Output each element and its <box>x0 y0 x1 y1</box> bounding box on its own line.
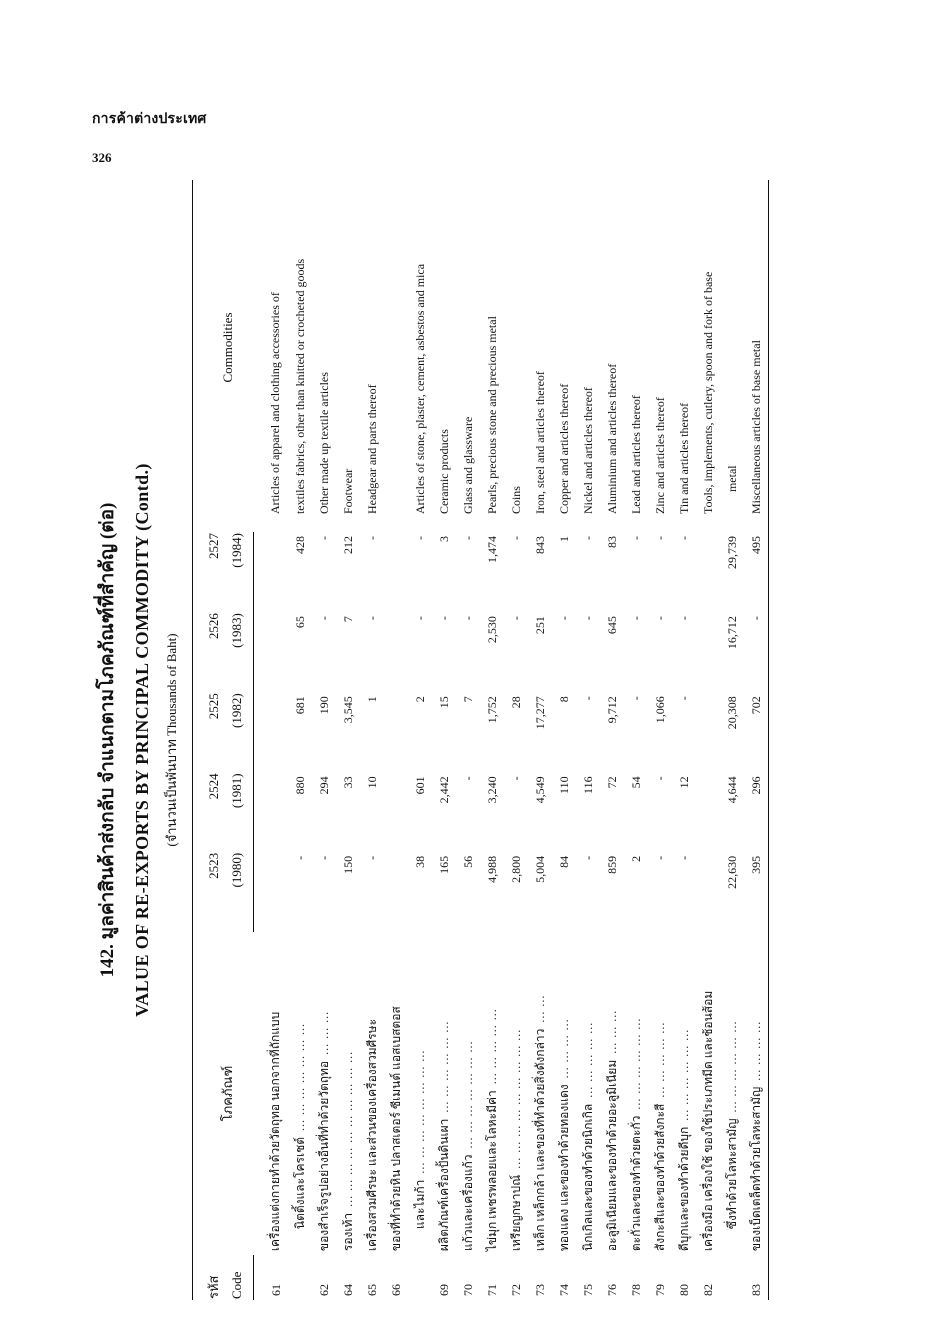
row-value-2526: - <box>460 616 475 621</box>
row-commodity-thai: และไมก้า <box>412 1179 427 1230</box>
row-value-2525: 190 <box>316 696 331 715</box>
row-commodity-english: Tin and articles thereof <box>676 402 691 515</box>
row-commodity-thai: ดีบุกและของทำด้วยดีบุก <box>676 1126 691 1252</box>
row-code: 70 <box>460 1284 475 1296</box>
row-commodity-english-cell <box>456 180 480 532</box>
row-commodity-english-cell <box>624 180 648 532</box>
table-row <box>288 180 312 1300</box>
row-value-2525: 2 <box>412 696 427 703</box>
row-commodity-english-cell <box>432 180 456 532</box>
unit-note: (จำนวนเป็นพันบาท Thousands of Baht) <box>164 633 179 847</box>
row-commodity-english: Aluminium and articles thereof <box>604 363 619 515</box>
row-value-2526: 645 <box>604 616 619 635</box>
row-value-2526: 7 <box>340 616 355 623</box>
commodity-header-thai: โภคภัณฑ์ <box>193 932 254 1255</box>
row-value-2525: 681 <box>292 696 307 715</box>
row-commodity-thai: เหล็ก เหล็กกล้า และของที่ทำด้วยสิ่งดังกล่าว <box>532 1028 547 1252</box>
row-commodity-english-cell <box>696 180 720 532</box>
table-row <box>600 180 624 1300</box>
row-value-2526: 16,712 <box>724 616 739 650</box>
row-commodity-thai: ผลิตภัณฑ์เครื่องปั้นดินเผา <box>436 1118 451 1252</box>
row-commodity-english: Articles of stone, plaster, cement, asbestos and mica <box>412 263 427 515</box>
year-header-0: 2523 <box>193 852 226 932</box>
row-value-2524: 601 <box>412 776 427 795</box>
commodity-header-english: Commodities <box>193 180 254 532</box>
row-value-2524: 880 <box>292 776 307 795</box>
row-commodity-english-cell <box>312 180 336 532</box>
row-commodity-thai: ทองแดง และของทำด้วยทองแดง <box>556 1084 571 1252</box>
row-value-2524: 2,442 <box>436 776 451 804</box>
row-commodity-thai-cell <box>312 932 336 1255</box>
row-commodity-english-cell <box>408 180 432 532</box>
row-value-2525: 28 <box>508 696 523 709</box>
row-commodity-thai: อะลูมิเนียมและของทำด้วยอะลูมิเนียม <box>604 1059 619 1252</box>
rotated-table-page <box>90 180 850 1300</box>
code-header-english: Code <box>225 1255 254 1300</box>
table-row <box>336 180 360 1300</box>
row-value-2525: 9,712 <box>604 696 619 724</box>
row-commodity-thai: แก้วและเครื่องแก้ว <box>460 1154 475 1252</box>
row-code <box>720 1255 744 1300</box>
row-value-2523 <box>254 852 289 932</box>
table-titles <box>90 180 182 1300</box>
row-commodity-thai-cell <box>744 932 769 1255</box>
row-value-2524 <box>384 772 408 851</box>
row-value-2526: - <box>316 616 331 621</box>
row-commodity-thai-cell <box>576 932 600 1255</box>
row-value-2527: 3 <box>436 536 451 543</box>
row-commodity-thai-cell <box>480 932 504 1255</box>
row-commodity-thai-cell <box>528 932 552 1255</box>
row-code: 61 <box>268 1284 283 1296</box>
table-row <box>672 180 696 1300</box>
row-leader-dots: ... ... ... ... ... <box>652 1021 667 1098</box>
row-commodity-english: Ceramic products <box>436 429 451 515</box>
row-value-2524: 294 <box>316 776 331 795</box>
row-commodity-english-cell <box>336 180 360 532</box>
row-commodity-english: Footwear <box>340 468 355 515</box>
row-value-2524: 110 <box>556 776 571 794</box>
row-value-2525 <box>384 692 408 772</box>
row-value-2524: 296 <box>744 772 769 851</box>
row-commodity-thai-cell <box>696 932 720 1255</box>
row-value-2527: - <box>460 536 475 541</box>
row-code: 78 <box>628 1284 643 1296</box>
row-commodity-thai: ของสำเร็จรูปอย่างอื่นที่ทำด้วยวัตถุทอ <box>316 1060 331 1252</box>
row-commodity-english: Iron, steel and articles thereof <box>532 371 547 515</box>
row-value-2524 <box>254 772 289 851</box>
row-value-2524: 12 <box>676 776 691 789</box>
row-code: 80 <box>676 1284 691 1296</box>
row-code: 73 <box>532 1284 547 1296</box>
row-value-2526: 2,530 <box>484 616 499 644</box>
row-value-2524: 4,644 <box>724 776 739 804</box>
row-leader-dots: ... ... ... ... ... <box>484 1008 499 1085</box>
row-value-2525: - <box>580 696 595 701</box>
row-commodity-thai: นิตติ้งและโครเชต์ <box>292 1136 307 1230</box>
row-code: 66 <box>388 1284 403 1296</box>
row-value-2523: 22,630 <box>724 855 739 889</box>
row-value-2523: - <box>652 855 667 860</box>
row-value-2524: - <box>460 776 475 781</box>
row-commodity-thai-cell <box>600 932 624 1255</box>
row-value-2525: 17,277 <box>532 696 547 730</box>
row-commodity-thai-cell <box>432 932 456 1255</box>
row-commodity-english-cell <box>744 180 769 532</box>
row-value-2527: 428 <box>292 536 307 555</box>
reexports-table <box>192 180 769 1300</box>
row-value-2527: - <box>580 536 595 541</box>
row-commodity-english: metal <box>724 465 739 493</box>
row-value-2523: 38 <box>412 855 427 868</box>
row-commodity-english: Copper and articles thereof <box>556 383 571 515</box>
row-commodity-english-cell <box>576 180 600 532</box>
row-code: 72 <box>508 1284 523 1296</box>
row-code: 65 <box>364 1284 379 1296</box>
row-value-2525: 7 <box>460 696 475 703</box>
row-code <box>408 1255 432 1300</box>
table-row <box>408 180 432 1300</box>
row-commodity-thai-cell <box>648 932 672 1255</box>
row-code: 79 <box>652 1284 667 1296</box>
table-row <box>254 180 289 1300</box>
row-value-2523: - <box>676 855 691 860</box>
row-commodity-english-cell <box>360 180 384 532</box>
title-thai: 142. มูลค่าสินค้าส่งกลับ จำแนกตามโภคภัณฑ์ที่สำคัญ (ต่อ) <box>97 502 118 978</box>
row-value-2527: 1,474 <box>484 536 499 564</box>
table-row <box>504 180 528 1300</box>
code-header-thai: รหัส <box>193 1255 226 1300</box>
row-commodity-english-cell <box>552 180 576 532</box>
table-row <box>624 180 648 1300</box>
row-leader-dots: ... ... ... ... ... ... ... <box>292 1022 307 1131</box>
table-row <box>528 180 552 1300</box>
row-value-2523: 5,004 <box>532 855 547 883</box>
row-commodity-english: Pearls, precious stone and precious metal <box>484 316 499 515</box>
row-code: 76 <box>604 1284 619 1296</box>
row-value-2525: 1,066 <box>652 696 667 724</box>
row-value-2525: 3,545 <box>340 696 355 724</box>
year-header-4: 2527 <box>193 532 226 612</box>
row-leader-dots: ... ... ... ... ... ... <box>676 1028 691 1121</box>
row-code: 74 <box>556 1284 571 1296</box>
year-en-1: (1981) <box>225 772 254 851</box>
row-code: 64 <box>340 1284 355 1296</box>
row-value-2527: - <box>652 536 667 541</box>
row-commodity-thai: เครื่องแต่งกายทำด้วยวัตถุทอ นอกจากที่ถักแบบ <box>268 1011 283 1252</box>
row-value-2526: - <box>744 612 769 692</box>
row-leader-dots: ... ... ... ... ... ... ... ... ... ... <box>340 1050 355 1207</box>
row-value-2524: 4,549 <box>532 776 547 804</box>
row-value-2527: - <box>412 536 427 541</box>
table-body <box>254 180 769 1300</box>
title-english: VALUE OF RE-EXPORTS BY PRINCIPAL COMMODITY (Contd.) <box>132 463 152 1017</box>
row-commodity-english-cell <box>600 180 624 532</box>
row-commodity-thai: ไข่มุก เพชรพลอยและโลหะมีค่า <box>484 1090 499 1252</box>
row-value-2526: - <box>556 616 571 621</box>
table-row <box>312 180 336 1300</box>
row-leader-dots: ... ... ... ... ... <box>580 1021 595 1098</box>
row-value-2523: - <box>364 855 379 860</box>
row-value-2523: 56 <box>460 855 475 868</box>
row-value-2525: 702 <box>744 692 769 772</box>
row-commodity-english: Zinc and articles thereof <box>652 397 667 515</box>
row-value-2527: 1 <box>556 536 571 543</box>
row-value-2526: - <box>676 616 691 621</box>
row-commodity-thai-cell <box>672 932 696 1255</box>
row-commodity-thai: ของเบ็ดเตล็ดทำด้วยโลหะสามัญ <box>748 1086 763 1252</box>
row-value-2524: 3,240 <box>484 776 499 804</box>
row-value-2527 <box>696 532 720 612</box>
row-commodity-thai: รองเท้า <box>340 1212 355 1252</box>
row-leader-dots: ... ... ... ... <box>556 1018 571 1079</box>
row-commodity-thai-cell <box>552 932 576 1255</box>
row-value-2523: - <box>580 855 595 860</box>
row-commodity-english-cell <box>504 180 528 532</box>
row-leader-dots: ... ... ... ... ... ... ... ... <box>412 1049 427 1174</box>
row-commodity-english: Nickel and articles thereof <box>580 387 595 515</box>
row-value-2524: 10 <box>364 776 379 789</box>
row-value-2527: 83 <box>604 536 619 549</box>
row-value-2526 <box>384 612 408 692</box>
row-commodity-thai-cell <box>624 932 648 1255</box>
row-value-2527: 212 <box>340 536 355 555</box>
row-value-2525: - <box>676 696 691 701</box>
row-commodity-english: Glass and glassware <box>460 416 475 515</box>
page-header <box>92 108 207 166</box>
row-value-2526: - <box>412 616 427 621</box>
row-commodity-english-cell <box>288 180 312 532</box>
row-value-2525: 8 <box>556 696 571 703</box>
row-commodity-english: Other made up textile articles <box>316 372 331 515</box>
year-en-2: (1982) <box>225 692 254 772</box>
year-en-4: (1984) <box>225 532 254 612</box>
table-row <box>744 180 769 1300</box>
table-row <box>432 180 456 1300</box>
row-commodity-english-cell <box>254 180 289 532</box>
row-value-2527: - <box>508 536 523 541</box>
row-commodity-thai-cell <box>360 932 384 1255</box>
row-commodity-thai-cell <box>408 932 432 1255</box>
row-commodity-thai-cell <box>504 932 528 1255</box>
row-value-2524: - <box>652 776 667 781</box>
row-code: 75 <box>580 1284 595 1296</box>
row-leader-dots: ... ... ... ... ... ... <box>628 1017 643 1110</box>
table-row <box>696 180 720 1300</box>
row-commodity-thai: ตะกั่วและของทำด้วยตะกั่ว <box>628 1115 643 1252</box>
row-leader-dots: ... ... ... ... <box>748 1020 763 1081</box>
row-value-2527 <box>384 532 408 612</box>
row-value-2527: - <box>364 536 379 541</box>
year-header-1: 2524 <box>193 772 226 851</box>
row-code: 62 <box>316 1284 331 1296</box>
row-value-2526: - <box>508 616 523 621</box>
row-value-2523: 2,800 <box>508 855 523 883</box>
row-value-2523: 4,988 <box>484 855 499 883</box>
row-commodity-thai: ซึ่งทำด้วยโลหะสามัญ <box>724 1118 739 1230</box>
row-value-2527: 29,739 <box>724 536 739 570</box>
row-leader-dots: ... ... ... ... ... ... <box>724 1020 739 1113</box>
row-value-2524: 33 <box>340 776 355 789</box>
row-value-2526: - <box>364 616 379 621</box>
row-value-2525: 1,752 <box>484 696 499 724</box>
row-commodity-thai: เครื่องมือ เครื่องใช้ ของใช้ประเภทมีด และช้อนส้อม <box>700 990 715 1252</box>
row-value-2523: 150 <box>340 855 355 874</box>
row-value-2523: 2 <box>628 855 643 862</box>
row-commodity-english-cell <box>528 180 552 532</box>
row-leader-dots: ... ... ... ... ... ... <box>436 1020 451 1113</box>
row-commodity-english: Tools, implements, cutlery, spoon and fork of base <box>700 271 715 515</box>
row-value-2525: - <box>628 696 643 701</box>
year-en-3: (1983) <box>225 612 254 692</box>
row-value-2523 <box>696 852 720 932</box>
table-row <box>648 180 672 1300</box>
row-commodity-english-cell <box>672 180 696 532</box>
row-value-2525 <box>254 692 289 772</box>
table-row <box>360 180 384 1300</box>
row-code: 82 <box>700 1284 715 1296</box>
row-value-2524 <box>696 772 720 851</box>
section-title: การค้าต่างประเทศ <box>92 112 207 127</box>
row-commodity-thai: เหรียญกษาปณ์ <box>508 1174 523 1252</box>
row-commodity-english: Headgear and parts thereof <box>364 384 379 515</box>
row-commodity-thai-cell <box>254 932 289 1255</box>
table-row <box>552 180 576 1300</box>
year-en-0: (1980) <box>225 852 254 932</box>
row-value-2526: 65 <box>292 616 307 629</box>
row-leader-dots: ... ... ... ... ... ... ... ... ... <box>508 1028 523 1169</box>
row-commodity-thai: ของที่ทำด้วยหิน ปลาสเตอร์ ซีเมนต์ แอสเบสตอส <box>388 1006 403 1252</box>
row-value-2523 <box>384 852 408 932</box>
row-value-2523: 859 <box>604 855 619 874</box>
row-value-2526: - <box>652 616 667 621</box>
row-commodity-thai-cell <box>384 932 408 1255</box>
row-leader-dots: ... ... ... <box>604 1009 619 1054</box>
row-value-2527: - <box>628 536 643 541</box>
table-row <box>480 180 504 1300</box>
page-number: 326 <box>92 150 112 165</box>
row-value-2524: 116 <box>580 776 595 794</box>
row-value-2523: 395 <box>744 852 769 932</box>
table-row <box>384 180 408 1300</box>
row-code: 69 <box>436 1284 451 1296</box>
row-commodity-thai: นิกเกิลและของทำด้วยนิกเกิล <box>580 1103 595 1252</box>
row-commodity-thai: สังกะสีและของทำด้วยสังกะสี <box>652 1103 667 1252</box>
row-code: 83 <box>744 1255 769 1300</box>
row-commodity-english-cell <box>480 180 504 532</box>
row-value-2527: 843 <box>532 536 547 555</box>
row-value-2524: - <box>508 776 523 781</box>
row-commodity-thai-cell <box>720 932 744 1255</box>
row-commodity-thai-cell <box>456 932 480 1255</box>
row-value-2527 <box>254 532 289 612</box>
year-header-3: 2526 <box>193 612 226 692</box>
row-value-2525 <box>696 692 720 772</box>
row-value-2524: 72 <box>604 776 619 789</box>
year-header-2: 2525 <box>193 692 226 772</box>
row-value-2524: 54 <box>628 776 643 789</box>
row-code <box>288 1255 312 1300</box>
row-commodity-english: Articles of apparel and clothing accessories of <box>268 292 283 515</box>
row-value-2523: 165 <box>436 855 451 874</box>
row-leader-dots: ... ... <box>532 994 547 1023</box>
row-commodity-thai: เครื่องสวมศีรษะ และส่วนของเครื่องสวมศีรษะ <box>364 1018 379 1252</box>
row-value-2525: 1 <box>364 696 379 703</box>
row-value-2526: 251 <box>532 616 547 635</box>
row-value-2527: - <box>676 536 691 541</box>
table-row <box>456 180 480 1300</box>
row-value-2523: 84 <box>556 855 571 868</box>
row-value-2527: - <box>316 536 331 541</box>
row-code: 71 <box>484 1284 499 1296</box>
row-commodity-thai-cell <box>288 932 312 1255</box>
row-commodity-english-cell <box>384 180 408 532</box>
row-commodity-english: textiles fabrics, other than knitted or crocheted goods <box>292 258 307 515</box>
row-leader-dots: ... ... ... <box>316 1010 331 1055</box>
row-value-2523: - <box>292 855 307 860</box>
table-row <box>720 180 744 1300</box>
row-value-2525: 20,308 <box>724 696 739 730</box>
table-row <box>576 180 600 1300</box>
row-commodity-english: Coins <box>508 486 523 515</box>
row-leader-dots: ... ... ... ... ... ... ... <box>460 1040 475 1149</box>
row-value-2526 <box>696 612 720 692</box>
row-value-2526: - <box>436 616 451 621</box>
row-value-2526 <box>254 612 289 692</box>
row-commodity-english: Miscellaneous articles of base metal <box>748 340 763 515</box>
row-commodity-english: Lead and articles thereof <box>628 395 643 515</box>
row-value-2523: - <box>316 855 331 860</box>
row-commodity-english-cell <box>720 180 744 532</box>
row-commodity-english-cell <box>648 180 672 532</box>
row-commodity-thai-cell <box>336 932 360 1255</box>
row-value-2526: - <box>628 616 643 621</box>
row-value-2527: 495 <box>744 532 769 612</box>
row-value-2526: - <box>580 616 595 621</box>
header-row-thai <box>193 180 226 1300</box>
row-value-2525: 15 <box>436 696 451 709</box>
